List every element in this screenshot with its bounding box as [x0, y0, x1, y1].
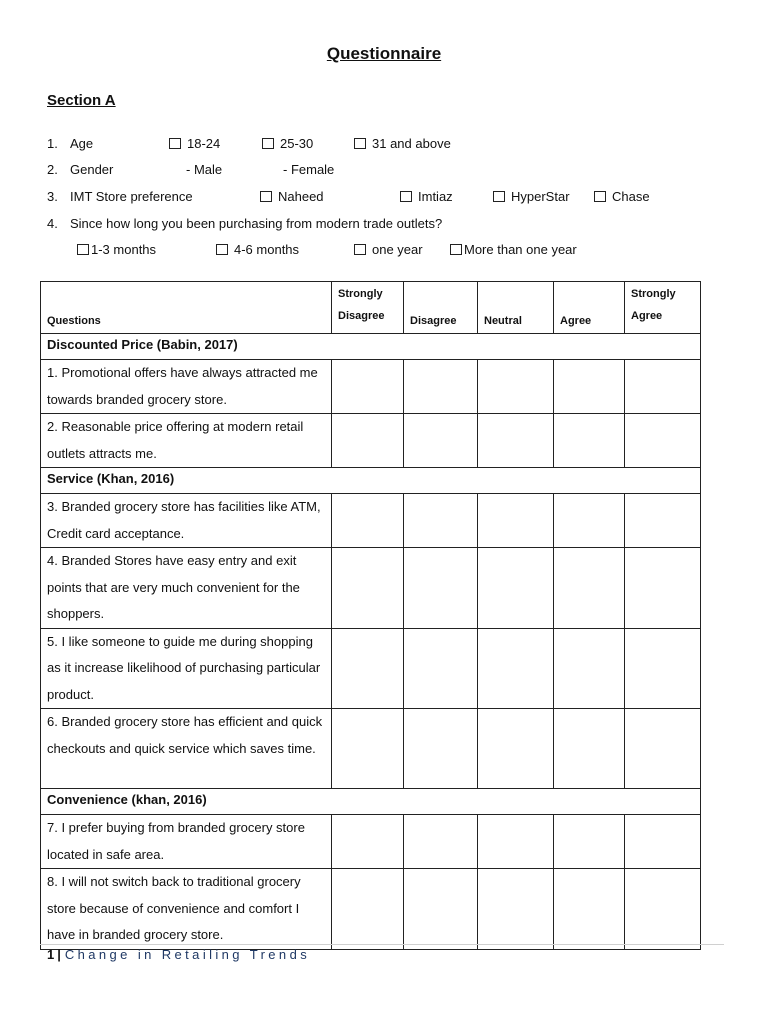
header-questions: Questions: [41, 282, 332, 334]
checkbox-icon[interactable]: [450, 244, 462, 255]
header-agree: Agree: [554, 282, 625, 334]
response-cell-neutral[interactable]: [478, 709, 554, 789]
response-cell-strongly-agree[interactable]: [625, 815, 701, 869]
table-header-row: [41, 282, 701, 334]
store-option-imtiaz[interactable]: Imtiaz: [400, 188, 453, 206]
response-cell-disagree[interactable]: [404, 414, 478, 468]
question-gender: [47, 161, 727, 179]
response-cell-agree[interactable]: [554, 494, 625, 548]
response-cell-strongly-agree[interactable]: [625, 709, 701, 789]
age-option-18-24[interactable]: 18-24: [169, 135, 220, 153]
section-title: Service (Khan, 2016): [41, 468, 701, 494]
question-row: [41, 414, 701, 468]
checkbox-icon[interactable]: [77, 244, 89, 255]
footer-title: Change in Retailing Trends: [64, 947, 311, 962]
question-row: [41, 869, 701, 950]
response-cell-disagree[interactable]: [404, 815, 478, 869]
response-cell-strongly-disagree[interactable]: [332, 869, 404, 950]
section-row: [41, 789, 701, 815]
response-cell-strongly-agree[interactable]: [625, 628, 701, 709]
age-option-25-30[interactable]: 25-30: [262, 135, 313, 153]
question-row: [41, 360, 701, 414]
response-cell-neutral[interactable]: [478, 869, 554, 950]
question-label: Age: [70, 136, 94, 151]
question-row: [41, 494, 701, 548]
response-cell-disagree[interactable]: [404, 628, 478, 709]
question-label: Gender: [70, 162, 114, 177]
header-disagree: Disagree: [404, 282, 478, 334]
page-number: 1: [47, 947, 55, 962]
question-age: [47, 135, 727, 153]
response-cell-strongly-agree[interactable]: [625, 548, 701, 629]
section-a-heading: Section A: [47, 92, 116, 109]
response-cell-strongly-disagree[interactable]: [332, 628, 404, 709]
response-cell-disagree[interactable]: [404, 548, 478, 629]
question-text: 4. Branded Stores have easy entry and exit points that are very much convenient for the shoppers.: [41, 548, 332, 629]
store-option-naheed[interactable]: Naheed: [260, 188, 324, 206]
response-cell-agree[interactable]: [554, 360, 625, 414]
checkbox-icon[interactable]: [262, 138, 274, 149]
store-option-chase[interactable]: Chase: [594, 188, 650, 206]
question-number: 3.: [47, 189, 58, 204]
question-row: [41, 548, 701, 629]
page-title: Questionnaire: [326, 44, 442, 63]
section-title: Convenience (khan, 2016): [41, 789, 701, 815]
duration-option-more-than-one-year[interactable]: More than one year: [450, 241, 577, 259]
duration-option-4-6-months[interactable]: 4-6 months: [216, 241, 299, 259]
response-cell-strongly-disagree[interactable]: [332, 494, 404, 548]
section-title: Discounted Price (Babin, 2017): [41, 334, 701, 360]
response-cell-agree[interactable]: [554, 548, 625, 629]
checkbox-icon[interactable]: [169, 138, 181, 149]
question-text: 3. Branded grocery store has facilities like ATM, Credit card acceptance.: [41, 494, 332, 548]
checkbox-icon[interactable]: [354, 244, 366, 255]
duration-option-1-3-months[interactable]: 1-3 months: [77, 241, 156, 259]
checkbox-icon[interactable]: [493, 191, 505, 202]
section-row: [41, 334, 701, 360]
question-text: 8. I will not switch back to traditional grocery store because of convenience and comfort I have in branded grocery store.: [41, 869, 332, 950]
response-cell-strongly-disagree[interactable]: [332, 815, 404, 869]
response-cell-agree[interactable]: [554, 709, 625, 789]
page-footer: [47, 947, 310, 962]
response-cell-strongly-disagree[interactable]: [332, 360, 404, 414]
response-cell-strongly-agree[interactable]: [625, 414, 701, 468]
question-label: IMT Store preference: [70, 189, 193, 204]
question-text: 7. I prefer buying from branded grocery store located in safe area.: [41, 815, 332, 869]
header-strongly-disagree: Strongly Disagree: [332, 282, 404, 334]
response-cell-neutral[interactable]: [478, 360, 554, 414]
response-cell-disagree[interactable]: [404, 360, 478, 414]
question-row: [41, 815, 701, 869]
response-cell-disagree[interactable]: [404, 869, 478, 950]
response-cell-agree[interactable]: [554, 628, 625, 709]
response-cell-disagree[interactable]: [404, 494, 478, 548]
response-cell-strongly-agree[interactable]: [625, 360, 701, 414]
response-cell-strongly-disagree[interactable]: [332, 709, 404, 789]
gender-option-female[interactable]: - Female: [283, 162, 335, 177]
footer-rule: [40, 944, 724, 945]
question-store-preference: [47, 188, 727, 206]
age-option-31-above[interactable]: 31 and above: [354, 135, 451, 153]
duration-option-one-year[interactable]: one year: [354, 241, 423, 259]
response-cell-agree[interactable]: [554, 815, 625, 869]
survey-table: [40, 281, 701, 950]
header-strongly-agree: Strongly Agree: [625, 282, 701, 334]
response-cell-agree[interactable]: [554, 869, 625, 950]
header-neutral: Neutral: [478, 282, 554, 334]
question-text: 1. Promotional offers have always attracted me towards branded grocery store.: [41, 360, 332, 414]
question-text: 2. Reasonable price offering at modern retail outlets attracts me.: [41, 414, 332, 468]
checkbox-icon[interactable]: [260, 191, 272, 202]
question-text: 5. I like someone to guide me during shopping as it increase likelihood of purchasing particular product.: [41, 628, 332, 709]
response-cell-neutral[interactable]: [478, 494, 554, 548]
question-number: 4.: [47, 216, 58, 231]
checkbox-icon[interactable]: [216, 244, 228, 255]
question-number: 1.: [47, 136, 58, 151]
question-row: [41, 709, 701, 789]
response-cell-strongly-agree[interactable]: [625, 869, 701, 950]
response-cell-strongly-disagree[interactable]: [332, 414, 404, 468]
question-row: [41, 628, 701, 709]
question-purchase-duration: [47, 215, 727, 233]
store-option-hyperstar[interactable]: HyperStar: [493, 188, 570, 206]
question-number: 2.: [47, 162, 58, 177]
duration-options: [47, 241, 727, 259]
question-text: 6. Branded grocery store has efficient and quick checkouts and quick service which saves time.: [41, 709, 332, 789]
footer-separator: |: [57, 947, 61, 962]
response-cell-neutral[interactable]: [478, 414, 554, 468]
response-cell-disagree[interactable]: [404, 709, 478, 789]
response-cell-neutral[interactable]: [478, 628, 554, 709]
question-label: Since how long you been purchasing from modern trade outlets?: [70, 216, 443, 231]
response-cell-neutral[interactable]: [478, 815, 554, 869]
response-cell-strongly-agree[interactable]: [625, 494, 701, 548]
checkbox-icon[interactable]: [354, 138, 366, 149]
section-row: [41, 468, 701, 494]
response-cell-agree[interactable]: [554, 414, 625, 468]
response-cell-strongly-disagree[interactable]: [332, 548, 404, 629]
checkbox-icon[interactable]: [594, 191, 606, 202]
checkbox-icon[interactable]: [400, 191, 412, 202]
response-cell-neutral[interactable]: [478, 548, 554, 629]
gender-option-male[interactable]: - Male: [186, 162, 223, 177]
